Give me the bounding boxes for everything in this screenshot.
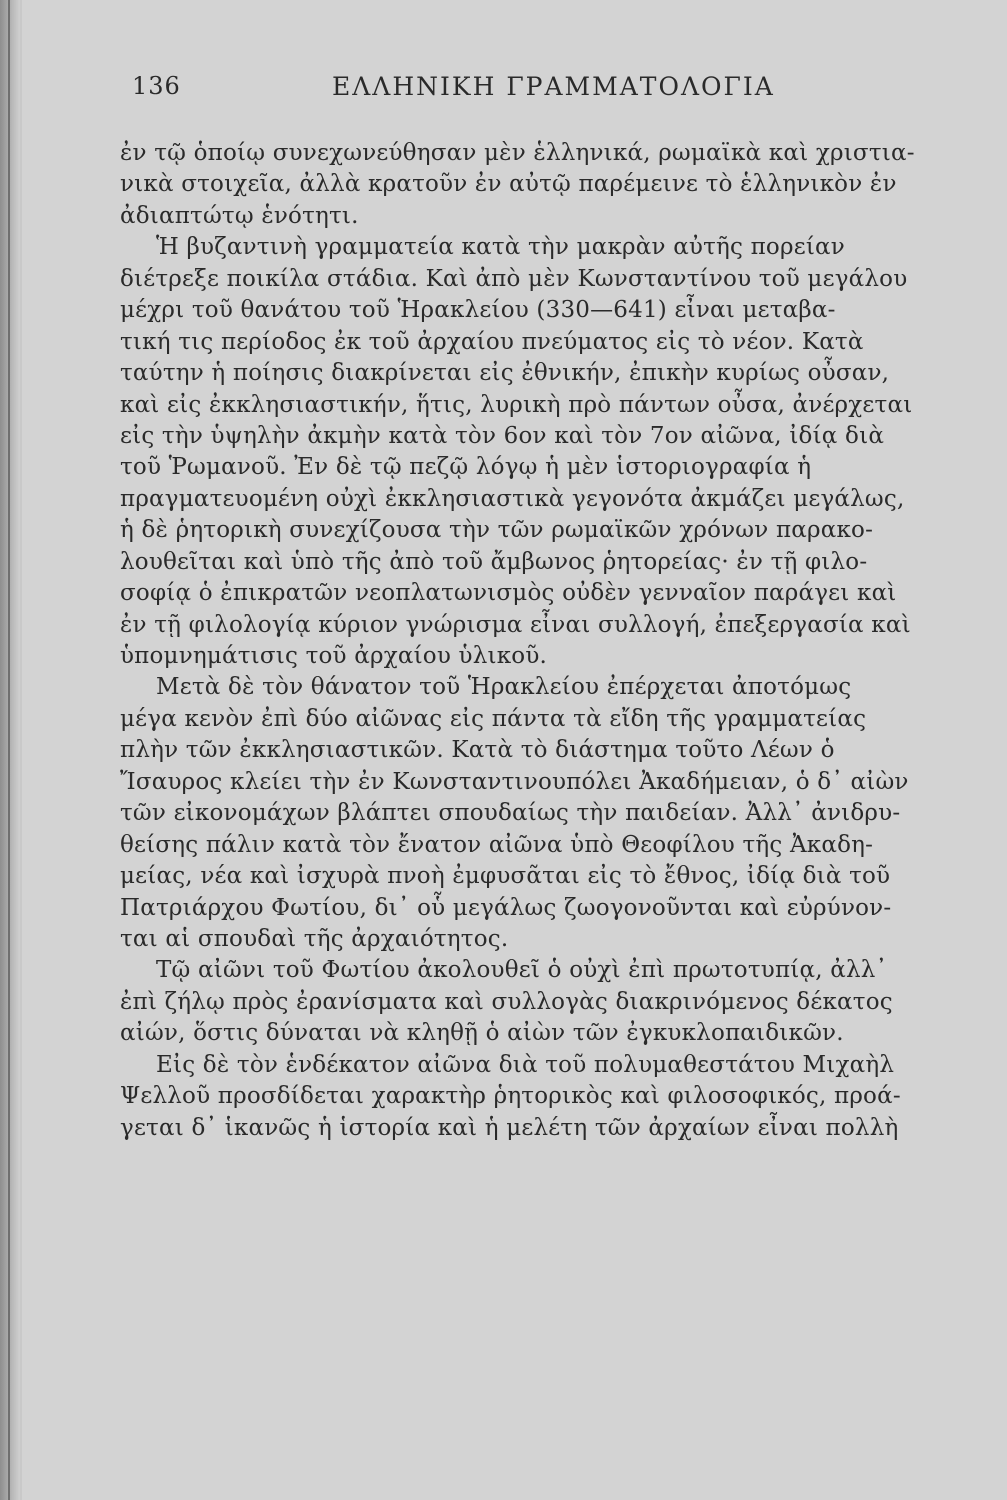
text-line: πλὴν τῶν ἐκκλησιαστικῶν. Κατὰ τὸ διάστημα τοῦτο Λέων ὁ (120, 737, 835, 764)
text-line: λουθεῖται καὶ ὑπὸ τῆς ἀπὸ τοῦ ἄμβωνος ῥητορείας· ἐν τῇ φιλο- (120, 548, 868, 575)
text-line: Τῷ αἰῶνι τοῦ Φωτίου ἀκολουθεῖ ὁ οὐχὶ ἐπὶ πρωτοτυπίᾳ, ἀλλ᾽ (156, 957, 888, 984)
running-header (132, 72, 932, 112)
text-line: εἰς τὴν ὑψηλὴν ἀκμὴν κατὰ τὸν 6ον καὶ τὸν 7ον αἰῶνα, ἰδίᾳ διὰ (120, 422, 885, 449)
text-line: ἐν τῇ φιλολογίᾳ κύριον γνώρισμα εἶναι συλλογή, ἐπεξεργασία καὶ (120, 611, 911, 638)
page-edge (0, 0, 20, 1500)
page-number: 136 (132, 72, 181, 100)
text-line: καὶ εἰς ἐκκλησιαστικήν, ἥτις, λυρικὴ πρὸ πάντων οὖσα, ἀνέρχεται (120, 391, 913, 418)
text-line: μέχρι τοῦ θανάτου τοῦ Ἡρακλείου (330—641) εἶναι μεταβα- (120, 297, 836, 324)
text-line: ἐπὶ ζήλῳ πρὸς ἐρανίσματα καὶ συλλογὰς διακρινόμενος δέκατος (120, 988, 893, 1015)
text-line: Ψελλοῦ προσδίδεται χαρακτὴρ ῥητορικὸς καὶ φιλοσοφικός, προά- (120, 1083, 901, 1110)
page-edge-line (8, 0, 10, 1500)
text-line: Ἴσαυρος κλείει τὴν ἐν Κωνσταντινουπόλει Ἀκαδήμειαν, ὁ δ᾽ αἰὼν (120, 768, 909, 795)
text-line: ἀδιαπτώτῳ ἑνότητι. (120, 202, 359, 229)
text-line: Εἰς δὲ τὸν ἑνδέκατον αἰῶνα διὰ τοῦ πολυμαθεστάτου Μιχαὴλ (156, 1051, 895, 1078)
text-line: ται αἱ σπουδαὶ τῆς ἀρχαιότητος. (120, 925, 509, 952)
text-line: νικὰ στοιχεῖα, ἀλλὰ κρατοῦν ἐν αὐτῷ παρέμεινε τὸ ἑλληνικὸν ἐν (120, 171, 897, 198)
text-line: τοῦ Ῥωμανοῦ. Ἐν δὲ τῷ πεζῷ λόγῳ ἡ μὲν ἱστοριογραφία ἡ (120, 454, 812, 481)
text-line: αἰών, ὅστις δύναται νὰ κληθῇ ὁ αἰὼν τῶν ἐγκυκλοπαιδικῶν. (120, 1020, 844, 1047)
text-line: μείας, νέα καὶ ἰσχυρὰ πνοὴ ἐμφυσᾶται εἰς τὸ ἔθνος, ἰδίᾳ διὰ τοῦ (120, 863, 891, 890)
text-line: διέτρεξε ποικίλα στάδια. Καὶ ἀπὸ μὲν Κωνσταντίνου τοῦ μεγάλου (120, 265, 908, 292)
text-line: ἐν τῷ ὁποίῳ συνεχωνεύθησαν μὲν ἑλληνικά, ρωμαϊκὰ καὶ χριστια- (120, 140, 915, 166)
text-line: ταύτην ἡ ποίησις διακρίνεται εἰς ἐθνικήν, ἐπικὴν κυρίως οὖσαν, (120, 360, 890, 387)
text-line: θείσης πάλιν κατὰ τὸν ἔνατον αἰῶνα ὑπὸ Θεοφίλου τῆς Ἀκαδη- (120, 831, 874, 858)
text-line: σοφίᾳ ὁ ἐπικρατῶν νεοπλατωνισμὸς οὐδὲν γενναῖον παράγει καὶ (120, 580, 897, 607)
text-line: γεται δ᾽ ἱκανῶς ἡ ἱστορία καὶ ἡ μελέτη τῶν ἀρχαίων εἶναι πολλὴ (120, 1114, 899, 1141)
body-text (120, 138, 920, 1144)
text-line: τῶν εἰκονομάχων βλάπτει σπουδαίως τὴν παιδείαν. Ἀλλ᾽ ἀνιδρυ- (120, 800, 901, 827)
running-title: ΕΛΛΗΝΙΚΗ ΓΡΑΜΜΑΤΟΛΟΓΙΑ (332, 72, 775, 101)
text-line: πραγματευομένη οὐχὶ ἐκκλησιαστικὰ γεγονότα ἀκμάζει μεγάλως, (120, 485, 905, 512)
book-page (22, 0, 1007, 1500)
text-line: ὑπομνημάτισις τοῦ ἀρχαίου ὑλικοῦ. (120, 643, 548, 669)
text-line: Πατριάρχου Φωτίου, δι᾽ οὗ μεγάλως ζωογονοῦνται καὶ εὐρύνον- (120, 894, 892, 921)
text-line: ἡ δὲ ῥητορικὴ συνεχίζουσα τὴν τῶν ρωμαϊκῶν χρόνων παρακο- (120, 517, 874, 544)
text-line: Ἡ βυζαντινὴ γραμματεία κατὰ τὴν μακρὰν αὐτῆς πορείαν (156, 234, 845, 261)
text-line: τική τις περίοδος ἐκ τοῦ ἀρχαίου πνεύματος εἰς τὸ νέον. Κατὰ (120, 328, 864, 355)
text-line: Μετὰ δὲ τὸν θάνατον τοῦ Ἡρακλείου ἐπέρχεται ἀποτόμως (156, 674, 852, 701)
text-line: μέγα κενὸν ἐπὶ δύο αἰῶνας εἰς πάντα τὰ εἴδη τῆς γραμματείας (120, 705, 867, 732)
